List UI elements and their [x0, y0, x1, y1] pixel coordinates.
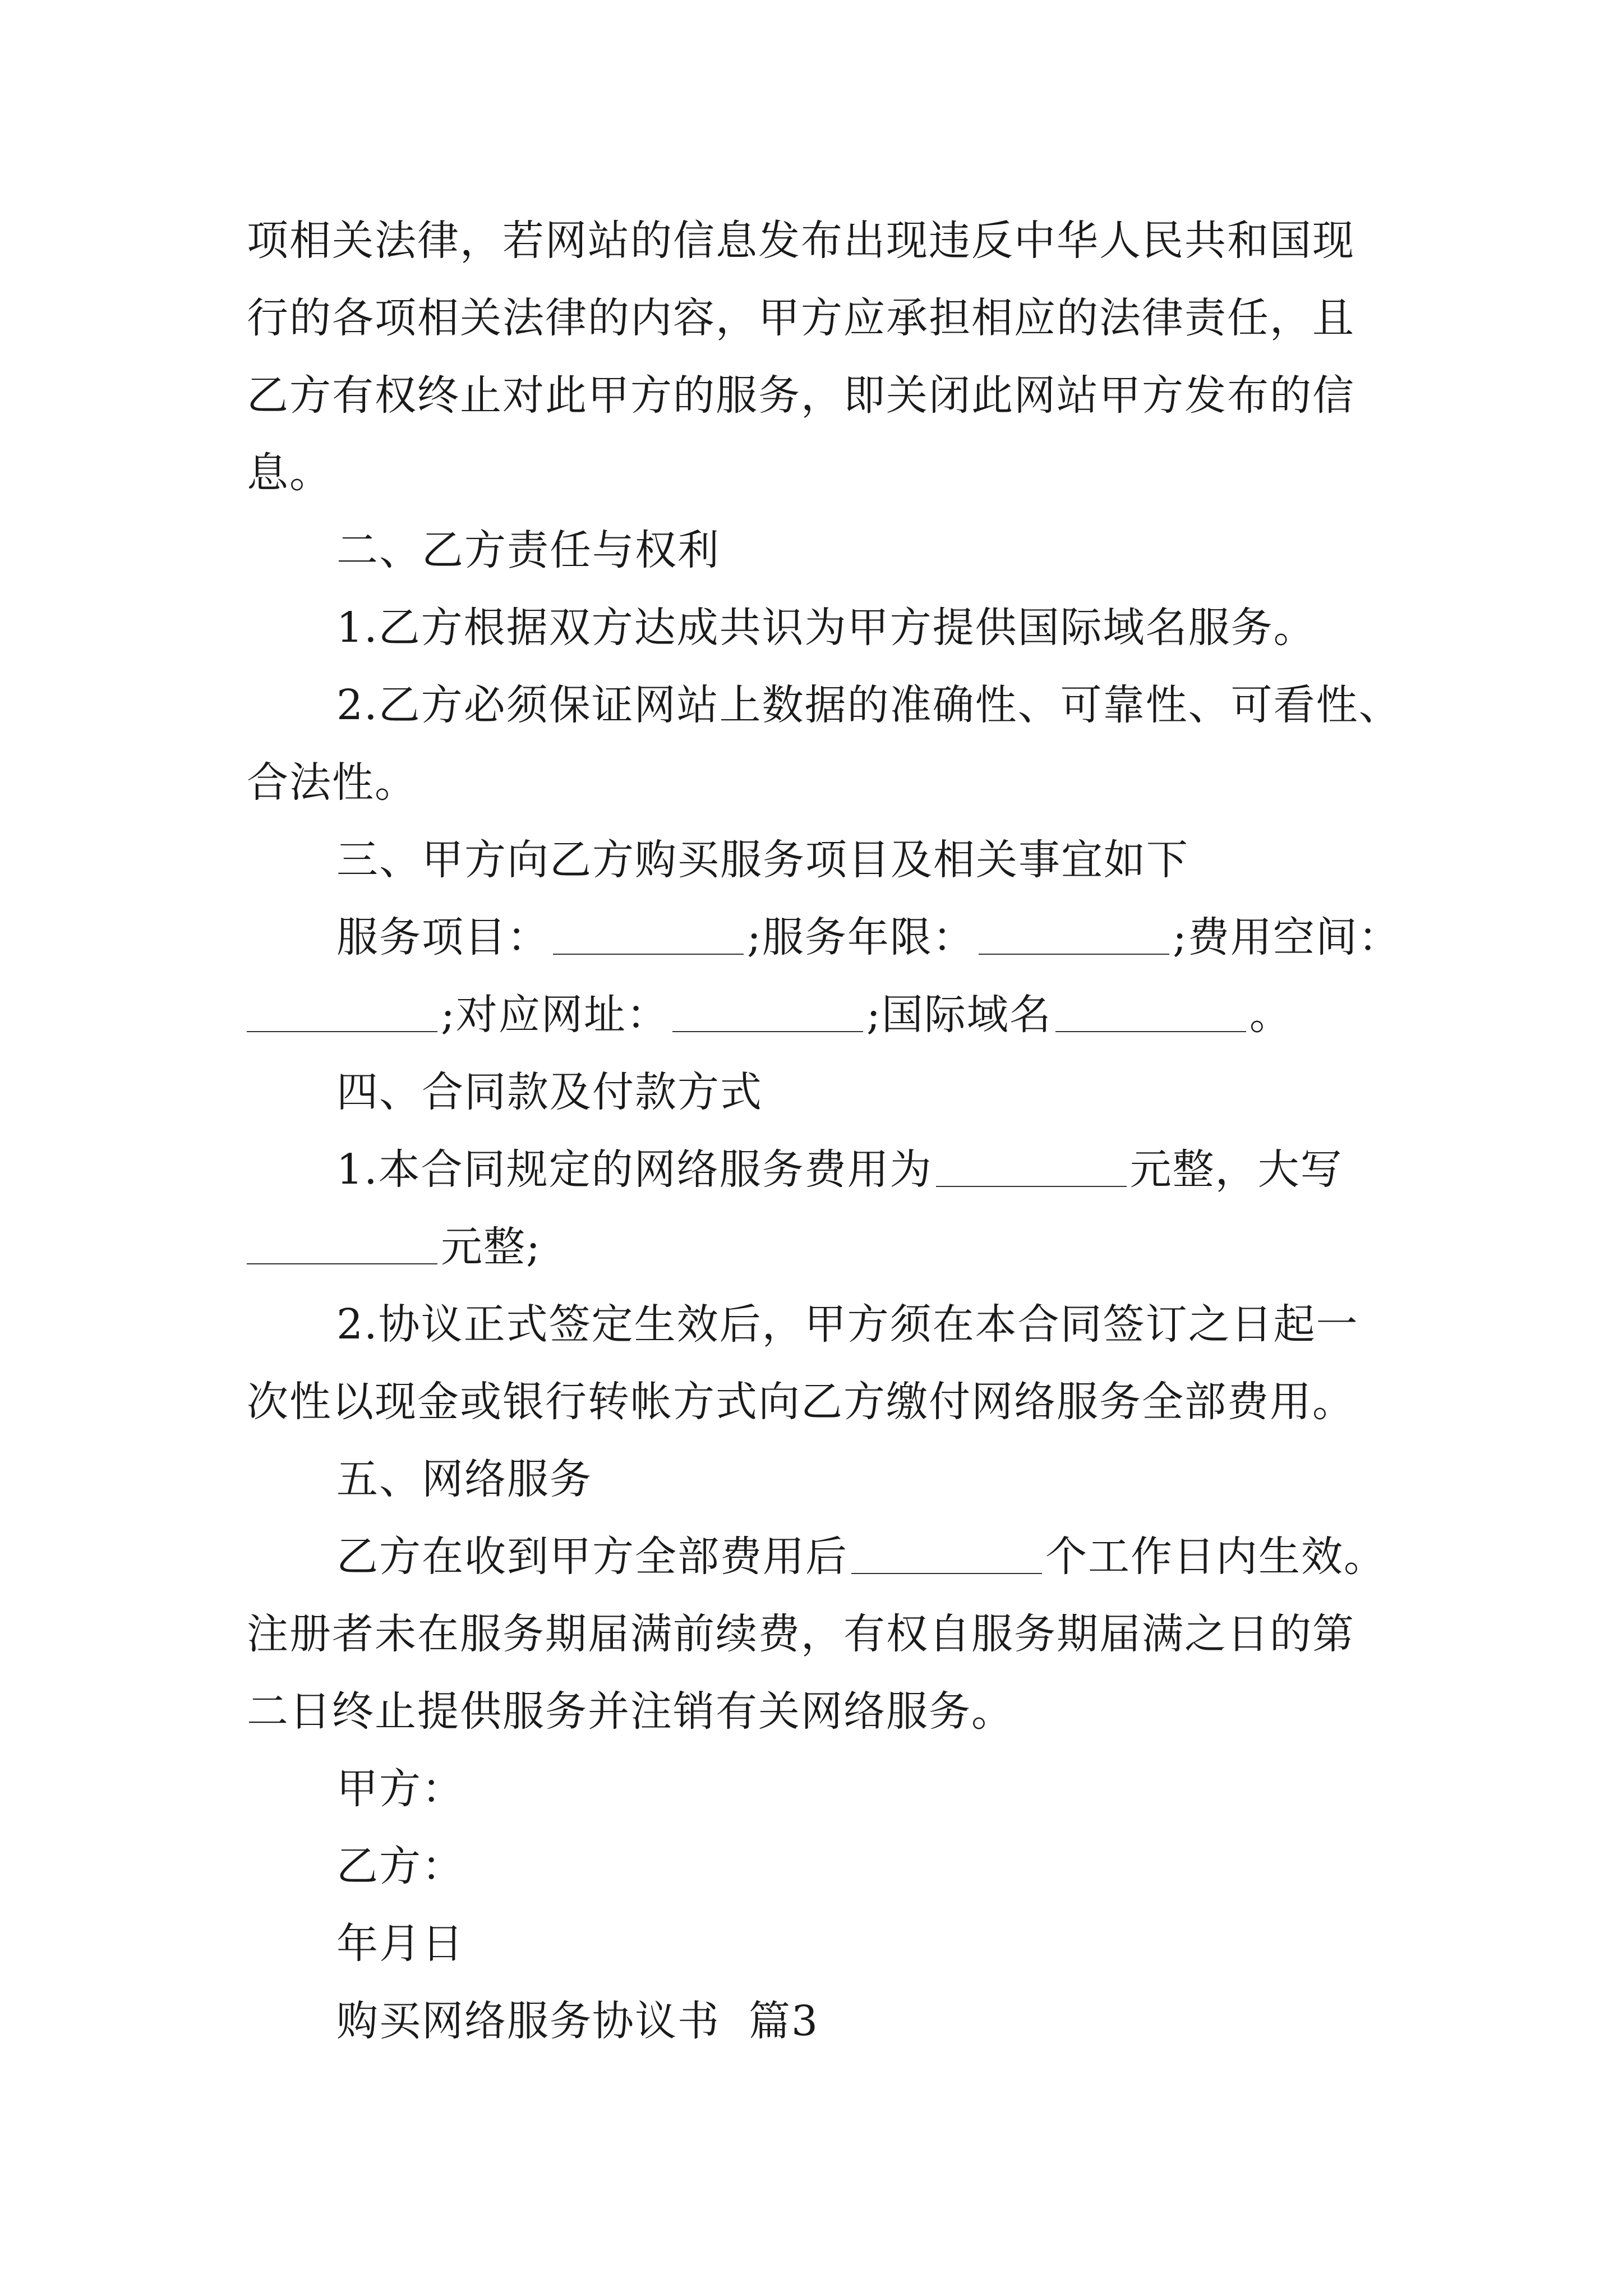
- blank-field: [553, 920, 744, 955]
- paragraph-line: 2.协议正式签定生效后，甲方须在本合同签订之日起一: [336, 1300, 1359, 1349]
- service-line-1: [247, 899, 1401, 976]
- fee-text-b: 元整，大写: [1129, 1145, 1343, 1194]
- paragraph-line: 二日终止提供服务并注销有关网络服务。: [247, 1687, 1014, 1736]
- paragraph-line: 注册者未在服务期届满前续费，有权自服务期届满之日的第: [247, 1610, 1355, 1658]
- section-heading: 三、甲方向乙方购买服务项目及相关事宜如下: [336, 836, 1189, 884]
- paragraph-line: [247, 1208, 1385, 1286]
- blank-field: [247, 997, 437, 1032]
- service-line-2: [247, 976, 1385, 1053]
- blank-field: [1055, 997, 1246, 1032]
- service-domain-label: ;国际域名: [866, 991, 1052, 1039]
- service-fee-label: ;费用空间：: [1172, 913, 1401, 961]
- paragraph-line: [247, 1131, 1385, 1208]
- paragraph-line: 行的各项相关法律的内容，甲方应承担相应的法律责任，且: [247, 294, 1355, 342]
- blank-field: [247, 1230, 437, 1264]
- blank-field: [672, 997, 863, 1032]
- section-heading: 四、合同款及付款方式: [336, 1068, 763, 1116]
- section-heading: 五、网络服务: [336, 1455, 592, 1503]
- party-b-signature: 乙方：: [336, 1842, 464, 1890]
- next-document-title: 购买网络服务协议书 篇3: [336, 1997, 819, 2045]
- paragraph-line: 合法性。: [247, 758, 417, 807]
- party-a-signature: 甲方：: [336, 1765, 464, 1813]
- service-term-label: ;服务年限：: [747, 913, 975, 961]
- blank-field: [936, 1152, 1127, 1187]
- signature-date: 年月日: [336, 1920, 464, 1968]
- service-end: 。: [1249, 991, 1292, 1039]
- service-url-label: ;对应网址：: [441, 991, 669, 1039]
- effect-text-a: 乙方在收到甲方全部费用后: [336, 1533, 848, 1581]
- service-item-label: 服务项目：: [336, 913, 550, 961]
- section-heading: 二、乙方责任与权利: [336, 526, 720, 574]
- paragraph-line: 项相关法律，若网站的信息发布出现违反中华人民共和国现: [247, 217, 1355, 265]
- paragraph-line: 次性以现金或银行转帐方式向乙方缴付网络服务全部费用。: [247, 1378, 1355, 1426]
- paragraph-line: 乙方有权终止对此甲方的服务，即关闭此网站甲方发布的信: [247, 371, 1355, 420]
- blank-field: [979, 920, 1169, 955]
- paragraph-line: 息。: [247, 449, 332, 497]
- paragraph-line: [247, 1518, 1385, 1595]
- fee-text-a: 1.本合同规定的网络服务费用为: [336, 1145, 933, 1194]
- paragraph-line: 2.乙方必须保证网站上数据的准确性、可靠性、可看性、: [336, 681, 1401, 729]
- blank-field: [851, 1539, 1042, 1574]
- fee-text-c: 元整;: [441, 1223, 541, 1271]
- document-page: [247, 202, 1401, 2060]
- paragraph-line: 1.乙方根据双方达成共识为甲方提供国际域名服务。: [336, 604, 1316, 652]
- effect-text-b: 个工作日内生效。: [1045, 1533, 1386, 1581]
